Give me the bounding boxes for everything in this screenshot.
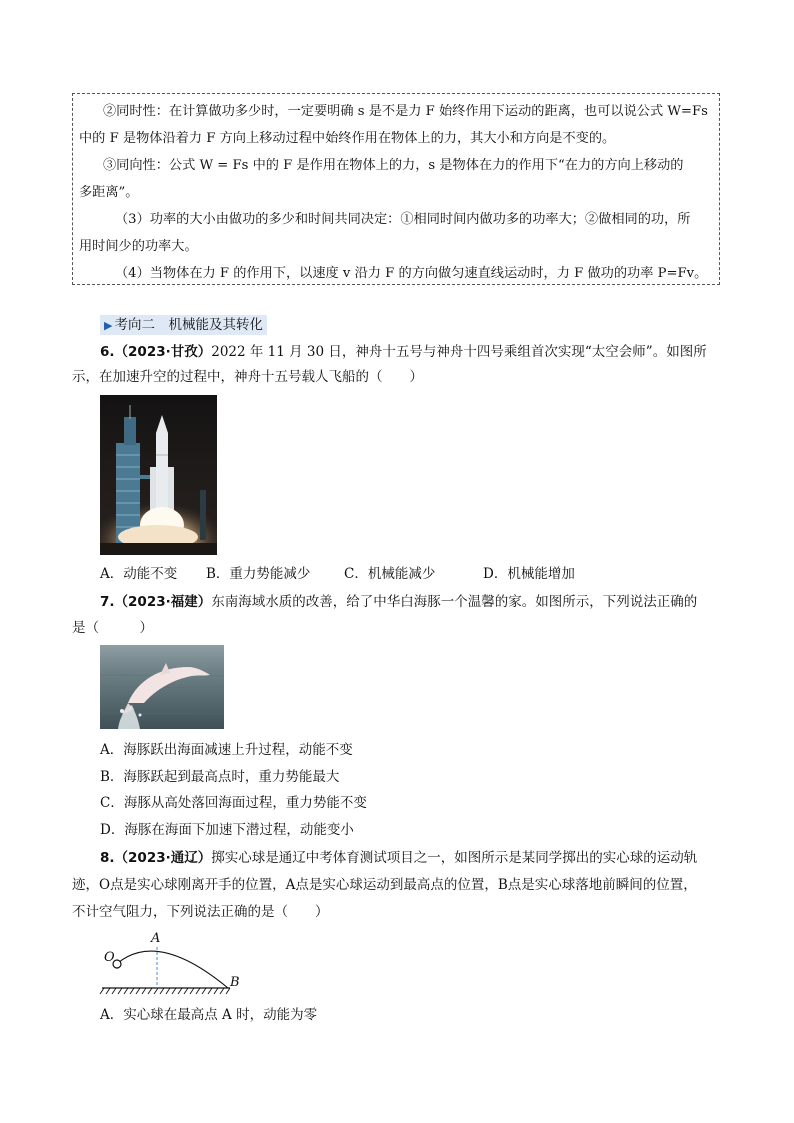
- projectile-trajectory-diagram: [98, 930, 248, 1000]
- question-number: 7.: [100, 594, 115, 610]
- option-b[interactable]: B．海豚跃起到最高点时，重力势能最大: [100, 769, 340, 785]
- question-source: （2023·甘孜）: [114, 344, 212, 360]
- option-a[interactable]: A．实心球在最高点 A 时，动能为零: [100, 1007, 318, 1023]
- rocket-launch-photo: [100, 395, 217, 555]
- note-line: ②同时性：在计算做功多少时，一定要明确 s 是不是力 F 始终作用下运动的距离，也可以说公式 W=Fs: [103, 104, 708, 119]
- option-b[interactable]: B．重力势能减少: [206, 566, 311, 582]
- option-d[interactable]: D．海豚在海面下加速下潜过程，动能变小: [100, 822, 354, 838]
- question-source: （2023·通辽）: [114, 850, 212, 866]
- knowledge-note-box: [72, 93, 720, 285]
- note-line: 用时间少的功率大。: [79, 239, 198, 254]
- option-a[interactable]: A．海豚跃出海面减速上升过程，动能不变: [100, 742, 353, 758]
- dolphin-photo: [100, 645, 224, 729]
- question-8-stem-cont: 迹，O点是实心球刚离开手的位置，A点是实心球运动到最高点的位置，B点是实心球落地前瞬间的位置，: [72, 877, 697, 893]
- question-7-stem: 7.（2023·福建）东南海域水质的改善，给了中华白海豚一个温馨的家。如图所示，下列说法正确的: [100, 594, 698, 610]
- question-source: （2023·福建）: [114, 594, 212, 610]
- point-o-label: O: [104, 950, 115, 965]
- triangle-right-icon: ▶: [104, 319, 113, 332]
- option-c[interactable]: C．机械能减少: [344, 566, 436, 582]
- note-line: （4）当物体在力 F 的作用下，以速度 v 沿力 F 的方向做匀速直线运动时，力 F 做功的功率 P=Fv。: [115, 266, 708, 281]
- question-6-stem-cont: 示，在加速升空的过程中，神舟十五号载人飞船的（ ）: [72, 369, 423, 385]
- section-title: 考向二 机械能及其转化: [114, 317, 263, 333]
- note-line: ③同向性：公式 W = Fs 中的 F 是作用在物体上的力，s 是物体在力的作用下“在力的方向上移动的: [103, 158, 684, 173]
- note-line: （3）功率的大小由做功的多少和时间共同决定：①相同时间内做功多的功率大；②做相同的功，所: [115, 212, 691, 227]
- question-8-stem-cont: 不计空气阻力，下列说法正确的是（ ）: [72, 904, 329, 920]
- option-d[interactable]: D．机械能增加: [483, 566, 575, 582]
- question-number: 8.: [100, 850, 115, 866]
- option-c[interactable]: C．海豚从高处落回海面过程，重力势能不变: [100, 795, 367, 811]
- point-b-label: B: [230, 975, 240, 990]
- option-a[interactable]: A．动能不变: [100, 566, 178, 582]
- question-6-stem: 6.（2023·甘孜）2022 年 11 月 30 日，神舟十五号与神舟十四号乘组首次实现“太空会师”。如图所: [100, 344, 707, 360]
- section-heading: [100, 315, 267, 335]
- point-a-label: A: [151, 931, 161, 946]
- note-line: 中的 F 是物体沿着力 F 方向上移动过程中始终作用在物体上的力，其大小和方向是不变的。: [79, 131, 616, 146]
- note-line: 多距离”。: [79, 185, 139, 200]
- question-number: 6.: [100, 344, 115, 360]
- question-7-stem-cont: 是（ ）: [72, 620, 153, 636]
- question-8-stem: 8.（2023·通辽）掷实心球是通辽中考体育测试项目之一，如图所示是某同学掷出的实心球的运动轨: [100, 850, 698, 866]
- question-6-options: [100, 562, 575, 586]
